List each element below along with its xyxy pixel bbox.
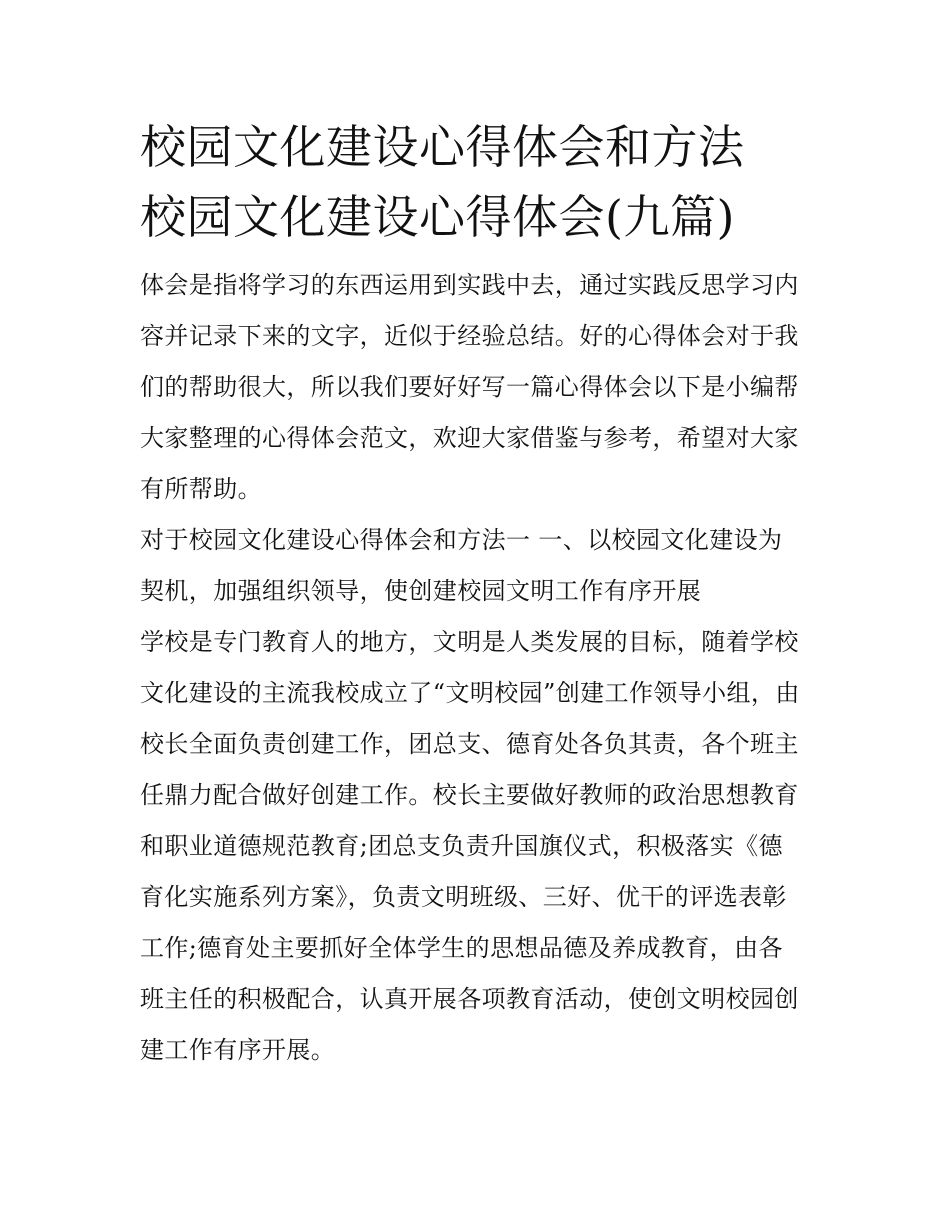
paragraph-section-heading xyxy=(140,515,812,617)
text-line: 育化实施系列方案》，负责文明班级、三好、优干的评选表彰 xyxy=(140,883,787,911)
text-line: 工作;德育处主要抓好全体学生的思想品德及养成教育，由各 xyxy=(140,934,783,962)
document-page xyxy=(140,112,812,1076)
paragraph-intro xyxy=(140,260,812,515)
text-line: 们的帮助很大，所以我们要好好写一篇心得体会以下是小编帮 xyxy=(140,373,799,401)
text-line: 班主任的积极配合，认真开展各项教育活动，使创文明校园创 xyxy=(140,985,799,1013)
text-line: 契机，加强组织领导，使创建校园文明工作有序开展 xyxy=(140,577,702,605)
text-line: 对于校园文化建设心得体会和方法一 一、以校园文化建设为 xyxy=(140,526,783,554)
text-line: 大家整理的心得体会范文，欢迎大家借鉴与参考，希望对大家 xyxy=(140,424,799,452)
text-line: 和职业道德规范教育;团总支负责升国旗仪式，积极落实《德 xyxy=(140,832,783,860)
text-line: 文化建设的主流我校成立了“文明校园”创建工作领导小组，由 xyxy=(140,679,800,707)
title-line-2: 校园文化建设心得体会(九篇) xyxy=(140,190,735,244)
text-line: 体会是指将学习的东西运用到实践中去，通过实践反思学习内 xyxy=(140,271,799,299)
text-line: 任鼎力配合做好创建工作。校长主要做好教师的政治思想教育 xyxy=(140,781,799,809)
text-line: 有所帮助。 xyxy=(140,475,262,503)
text-line: 容并记录下来的文字，近似于经验总结。好的心得体会对于我 xyxy=(140,322,799,350)
text-line: 学校是专门教育人的地方，文明是人类发展的目标，随着学校 xyxy=(140,628,799,656)
document-body xyxy=(140,260,812,1076)
paragraph-body xyxy=(140,617,812,1076)
text-line: 建工作有序开展。 xyxy=(140,1036,336,1064)
document-title xyxy=(140,112,812,252)
text-line: 校长全面负责创建工作，团总支、德育处各负其责，各个班主 xyxy=(140,730,799,758)
title-line-1: 校园文化建设心得体会和方法 xyxy=(140,120,745,174)
